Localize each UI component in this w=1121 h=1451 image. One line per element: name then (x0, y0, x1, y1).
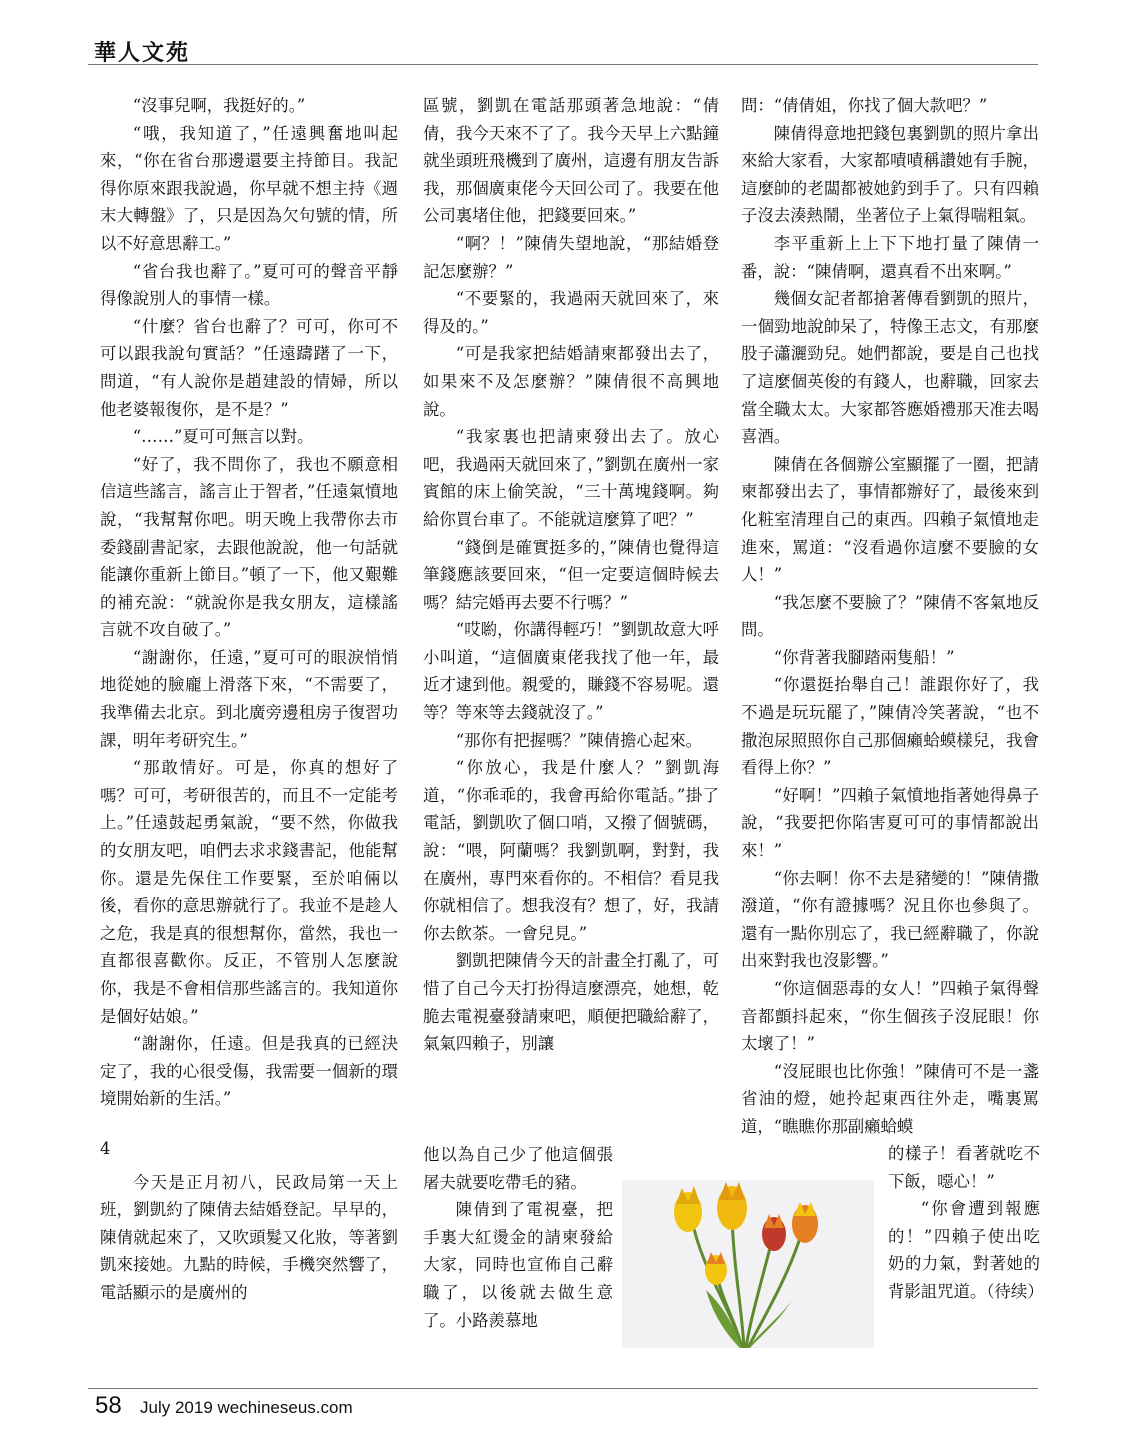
paragraph: “那敢情好。可是，你真的想好了嗎？可可，考研很苦的，而且不一定能考上。”任遠鼓起勇氣說，“要不然，你做我的女朋友吧，咱們去求求錢書記，他能幫你。還是先保住工作要緊，至於咱倆以後，看你的意思辦就行了。我並不是趁人之危，我是真的很想幫你，當然，我也一直都很喜歡你。反正，不管別人怎麼說你，我是不會相信那些謠言的。我知道你是個好姑娘。” (100, 758, 398, 1026)
tulips-photo (622, 1180, 874, 1348)
paragraph: “沒事兒啊，我挺好的。” (132, 96, 306, 115)
paragraph: “你還挺抬舉自己！誰跟你好了，我不過是玩玩罷了，”陳倩冷笑著說，“也不撒泡尿照照你自己那個癩蛤蟆樣兒，我會看得上你？” (741, 675, 1039, 778)
paragraph: “好啊！”四賴子氣憤地指著她得鼻子說，“我要把你陷害夏可可的事情都說出來！” (741, 785, 1039, 861)
header-rule (88, 64, 1038, 65)
footer-info: July 2019 wechineseus.com (140, 1398, 353, 1417)
paragraph: “不要緊的，我過兩天就回來了，來得及的。” (423, 289, 719, 336)
section-number: 4 (100, 1138, 111, 1158)
paragraph: “謝謝你，任遠，”夏可可的眼淚悄悄地從她的臉龐上滑落下來，“不需要了，我準備去北京。到北廣旁邊租房子復習功課，明年考研究生。” (100, 647, 398, 750)
paragraph: “……”夏可可無言以對。 (132, 427, 314, 447)
paragraph: “你背著我腳踏兩隻船！” (773, 647, 955, 667)
paragraph: “你去啊！你不去是豬變的！”陳倩撒潑道，“你有證據嗎？況且你也參與了。還有一點你別忘了，我已經辭職了，你說出來對我也沒影響。” (741, 868, 1039, 971)
column-2-wrap (423, 1141, 613, 1334)
tulips-illustration (622, 1180, 874, 1348)
column-1 (100, 92, 398, 1307)
footer-rule (88, 1388, 1038, 1389)
paragraph: 問：“倩倩姐，你找了個大款吧？” (741, 96, 988, 115)
column-3 (741, 92, 1039, 1141)
section-title: 華人文苑 (94, 40, 191, 66)
paragraph: “可是我家把結婚請柬都發出去了，如果來不及怎麼辦？”陳倩很不高興地說。 (423, 344, 719, 419)
paragraph: 的樣子！看著就吃不下飯，噁心！” (888, 1144, 1040, 1191)
paragraph: “沒屁眼也比你強！”陳倩可不是一盞省油的燈，她拎起東西往外走，嘴裏罵道，“瞧瞧你那副癩蛤蟆 (741, 1061, 1039, 1136)
column-3-wrap (888, 1140, 1044, 1306)
paragraph: “哎喲，你講得輕巧！”劉凱故意大呼小叫道，“這個廣東佬我找了他一年，最近才逮到他。親愛的，賺錢不容易呢。還等？等來等去錢就沒了。” (423, 620, 719, 723)
paragraph: 今天是正月初八，民政局第一天上班，劉凱約了陳倩去結婚登記。早早的，陳倩就起來了，又吹頭髮又化妝，等著劉凱來接她。九點的時候，手機突然響了，電話顯示的是廣州的 (100, 1172, 398, 1302)
paragraph: 幾個女記者都搶著傳看劉凱的照片，一個勁地說帥呆了，特像王志文，有那麼股子瀟灑勁兒。她們都說，要是自己也找了這麼個英俊的有錢人，也辭職，回家去當全職太太。大家都答應婚禮那天准去喝喜酒。 (741, 289, 1039, 447)
paragraph: “你放心，我是什麼人？”劉凱海道，“你乖乖的，我會再給你電話。”掛了電話，劉凱吹了個口哨，又撥了個號碼，說：“喂，阿蘭嗎？我劉凱啊，對對，我在廣州，專門來看你的。不相信？看見我你就相信了。想我沒有？想了，好，我請你去飲茶。一會兒見。” (423, 758, 719, 943)
paragraph: “你會遭到報應的！”四賴子使出吃奶的力氣，對著她的背影詛咒道。（待续） (888, 1199, 1044, 1301)
paragraph: 陳倩到了電視臺，把手裏大紅燙金的請柬發給大家，同時也宣佈自己辭職了，以後就去做生意了。小路羨慕地 (423, 1200, 613, 1330)
paragraph: 劉凱把陳倩今天的計畫全打亂了，可惜了自己今天打扮得這麼漂亮，她想，乾脆去電視臺發請柬吧，順便把職給辭了，氣氣四賴子，別讓 (423, 951, 719, 1054)
paragraph: “謝謝你，任遠。但是我真的已經決定了，我的心很受傷，我需要一個新的環境開始新的生活。” (100, 1034, 398, 1109)
paragraph: 陳倩在各個辦公室顯擺了一圈，把請柬都發出去了，事情都辦好了，最後來到化粧室清理自己的東西。四賴子氣憤地走進來，罵道：“沒看過你這麼不要臉的女人！” (741, 454, 1039, 585)
paragraph: “那你有把握嗎？”陳倩擔心起來。 (455, 730, 703, 750)
paragraph: 他以為自己少了他這個張屠夫就要吃帶毛的豬。 (423, 1145, 613, 1192)
paragraph: “什麼？省台也辭了？可可，你可不可以跟我說句實話？”任遠躊躇了一下，問道，“有人說你是趙建設的情婦，所以他老婆報復你，是不是？” (100, 316, 398, 419)
paragraph: 李平重新上上下下地打量了陳倩一番，說：“陳倩啊，還真看不出來啊。” (741, 233, 1039, 281)
paragraph: 陳倩得意地把錢包裏劉凱的照片拿出來給大家看，大家都嘖嘖稱讚她有手腕，這麼帥的老闆都被她釣到手了。只有四賴子沒去湊熱鬧，坐著位子上氣得喘粗氣。 (741, 123, 1039, 226)
paragraph: “我家裏也把請柬發出去了。放心吧，我過兩天就回來了，”劉凱在廣州一家賓館的床上偷笑說，“三十萬塊錢啊。夠給你買台車了。不能就這麼算了吧？” (423, 427, 719, 529)
paragraph: 區號，劉凱在電話那頭著急地說：“倩倩，我今天來不了了。我今天早上六點鐘就坐頭班飛機到了廣州，這邊有朋友告訴我，那個廣東佬今天回公司了。我要在他公司裏堵住他，把錢要回來。” (423, 96, 719, 226)
paragraph: “啊？！”陳倩失望地說，“那結婚登記怎麼辦？” (423, 233, 719, 281)
paragraph: “錢倒是確實挺多的，”陳倩也覺得這筆錢應該要回來，“但一定要這個時候去嗎？結完婚再去要不行嗎？” (423, 537, 719, 612)
page-number: 58 (95, 1392, 122, 1419)
paragraph: “好了，我不問你了，我也不願意相信這些謠言，謠言止于智者，”任遠氣憤地說，“我幫幫你吧。明天晚上我帶你去市委錢副書記家，去跟他說說，他一句話就能讓你重新上節目。”頓了一下，他又艱難的補充說：“就說你是我女朋友，這樣謠言就不攻自破了。” (100, 454, 398, 640)
paragraph: “你這個惡毒的女人！”四賴子氣得聲音都顫抖起來，“你生個孩子沒屁眼！你太壞了！” (741, 979, 1039, 1054)
paragraph: “省台我也辭了。”夏可可的聲音平靜得像說別人的事情一樣。 (100, 261, 398, 309)
paragraph: “我怎麼不要臉了？”陳倩不客氣地反問。 (741, 592, 1039, 640)
column-2 (423, 92, 719, 1058)
paragraph: “哦，我知道了，”任遠興奮地叫起來，“你在省台那邊還要主持節目。我記得你原來跟我說過，你早就不想主持《週末大轉盤》了，只是因為欠句號的情，所以不好意思辭工。” (100, 123, 398, 253)
